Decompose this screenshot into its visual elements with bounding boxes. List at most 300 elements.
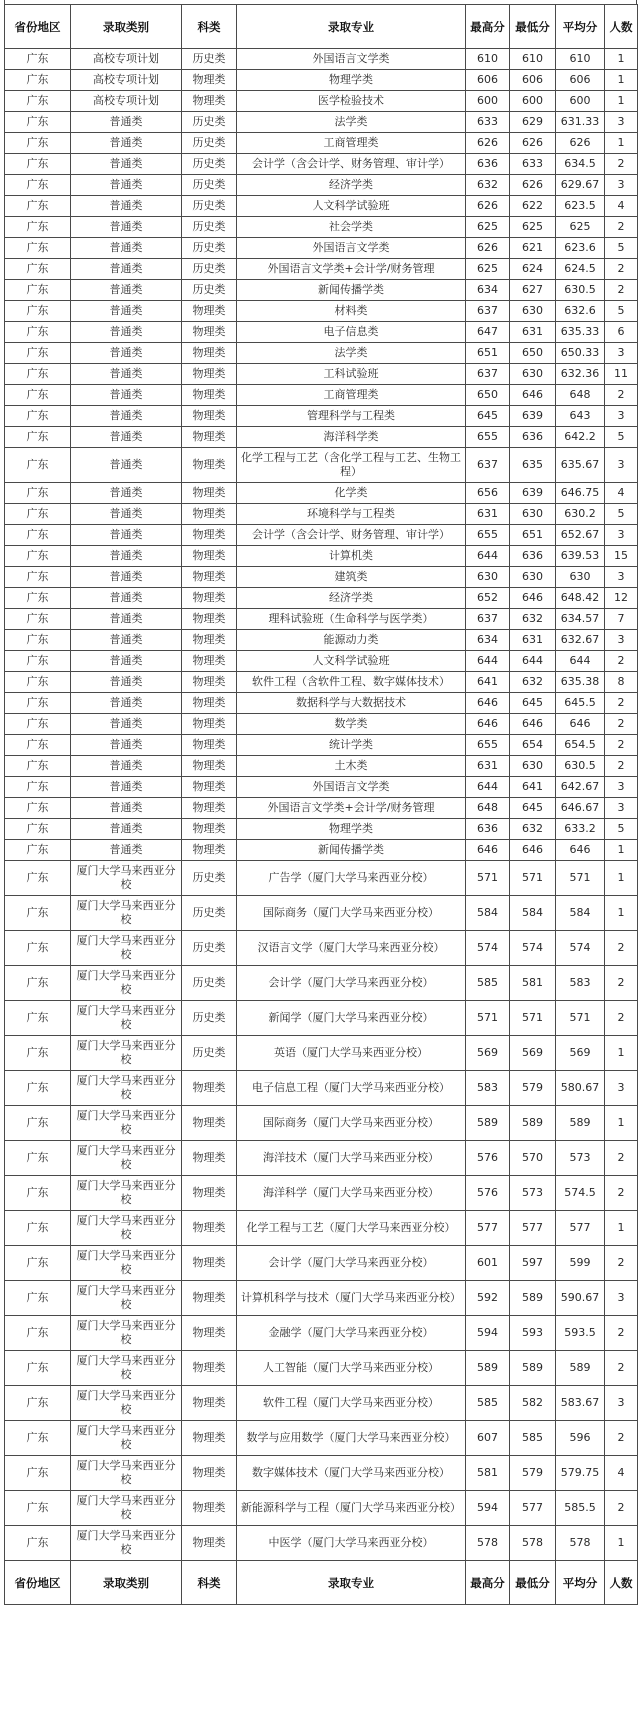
cell-major: 统计学类 [237, 735, 466, 756]
cell-avg-score: 625 [556, 217, 605, 238]
cell-count: 2 [605, 1176, 638, 1211]
cell-max-score: 592 [466, 1281, 510, 1316]
cell-province: 广东 [5, 672, 71, 693]
cell-count: 3 [605, 777, 638, 798]
cell-avg-score: 589 [556, 1351, 605, 1386]
table-row [5, 896, 638, 931]
table-row [5, 112, 638, 133]
cell-province: 广东 [5, 931, 71, 966]
cell-province: 广东 [5, 588, 71, 609]
cell-province: 广东 [5, 483, 71, 504]
cell-province: 广东 [5, 1421, 71, 1456]
cell-max-score: 626 [466, 133, 510, 154]
cell-avg-score: 590.67 [556, 1281, 605, 1316]
cell-count: 5 [605, 301, 638, 322]
cell-max-score: 594 [466, 1491, 510, 1526]
cell-category: 普通类 [71, 672, 182, 693]
cell-min-score: 577 [510, 1491, 556, 1526]
cell-subject: 物理类 [182, 714, 237, 735]
table-row [5, 630, 638, 651]
header-count: 人数 [605, 5, 638, 49]
table-row [5, 840, 638, 861]
cell-major: 法学类 [237, 343, 466, 364]
cell-max-score: 584 [466, 896, 510, 931]
cell-category: 厦门大学马来西亚分校 [71, 1526, 182, 1561]
cell-subject: 物理类 [182, 798, 237, 819]
cell-category: 普通类 [71, 756, 182, 777]
cell-province: 广东 [5, 406, 71, 427]
table-row [5, 798, 638, 819]
cell-major: 经济学类 [237, 588, 466, 609]
table-row [5, 1071, 638, 1106]
cell-avg-score: 593.5 [556, 1316, 605, 1351]
cell-category: 普通类 [71, 798, 182, 819]
cell-max-score: 601 [466, 1246, 510, 1281]
cell-province: 广东 [5, 651, 71, 672]
cell-max-score: 589 [466, 1351, 510, 1386]
cell-province: 广东 [5, 1176, 71, 1211]
cell-count: 12 [605, 588, 638, 609]
cell-major: 数学与应用数学（厦门大学马来西亚分校） [237, 1421, 466, 1456]
cell-max-score: 585 [466, 966, 510, 1001]
cell-subject: 物理类 [182, 840, 237, 861]
cell-subject: 物理类 [182, 672, 237, 693]
cell-avg-score: 578 [556, 1526, 605, 1561]
cell-major: 人文科学试验班 [237, 651, 466, 672]
cell-min-score: 631 [510, 322, 556, 343]
table-row [5, 1386, 638, 1421]
cell-avg-score: 623.6 [556, 238, 605, 259]
cell-avg-score: 600 [556, 91, 605, 112]
cell-category: 厦门大学马来西亚分校 [71, 1211, 182, 1246]
header-province: 省份地区 [5, 1561, 71, 1605]
cell-count: 3 [605, 525, 638, 546]
cell-subject: 物理类 [182, 1351, 237, 1386]
cell-min-score: 632 [510, 609, 556, 630]
cell-count: 3 [605, 112, 638, 133]
table-row [5, 1141, 638, 1176]
cell-major: 理科试验班（生命科学与医学类） [237, 609, 466, 630]
cell-min-score: 582 [510, 1386, 556, 1421]
cell-avg-score: 596 [556, 1421, 605, 1456]
table-row [5, 448, 638, 483]
cell-province: 广东 [5, 1351, 71, 1386]
table-row [5, 756, 638, 777]
cell-category: 高校专项计划 [71, 49, 182, 70]
cell-province: 广东 [5, 609, 71, 630]
cell-avg-score: 632.67 [556, 630, 605, 651]
cell-count: 1 [605, 49, 638, 70]
cell-category: 普通类 [71, 525, 182, 546]
cell-avg-score: 624.5 [556, 259, 605, 280]
table-row [5, 175, 638, 196]
cell-min-score: 630 [510, 504, 556, 525]
cell-major: 土木类 [237, 756, 466, 777]
cell-count: 2 [605, 1141, 638, 1176]
cell-province: 广东 [5, 133, 71, 154]
cell-subject: 物理类 [182, 1211, 237, 1246]
cell-subject: 物理类 [182, 1106, 237, 1141]
cell-max-score: 625 [466, 259, 510, 280]
cell-min-score: 651 [510, 525, 556, 546]
cell-avg-score: 635.38 [556, 672, 605, 693]
cell-min-score: 622 [510, 196, 556, 217]
cell-subject: 物理类 [182, 385, 237, 406]
table-row [5, 504, 638, 525]
cell-category: 普通类 [71, 630, 182, 651]
table-row [5, 385, 638, 406]
cell-subject: 物理类 [182, 1386, 237, 1421]
cell-province: 广东 [5, 1456, 71, 1491]
cell-category: 普通类 [71, 343, 182, 364]
cell-category: 厦门大学马来西亚分校 [71, 1351, 182, 1386]
cell-major: 外国语言文学类 [237, 49, 466, 70]
cell-province: 广东 [5, 840, 71, 861]
table-row [5, 1421, 638, 1456]
cell-max-score: 606 [466, 70, 510, 91]
cell-subject: 历史类 [182, 280, 237, 301]
table-row [5, 546, 638, 567]
cell-max-score: 576 [466, 1176, 510, 1211]
cell-max-score: 637 [466, 301, 510, 322]
table-row [5, 343, 638, 364]
cell-subject: 物理类 [182, 1316, 237, 1351]
cell-min-score: 570 [510, 1141, 556, 1176]
cell-subject: 物理类 [182, 1421, 237, 1456]
table-row [5, 567, 638, 588]
cell-count: 6 [605, 322, 638, 343]
table-row [5, 525, 638, 546]
cell-count: 2 [605, 756, 638, 777]
table-row [5, 714, 638, 735]
cell-avg-score: 642.2 [556, 427, 605, 448]
cell-major: 环境科学与工程类 [237, 504, 466, 525]
cell-avg-score: 630.2 [556, 504, 605, 525]
cell-count: 1 [605, 1106, 638, 1141]
header-subject: 科类 [182, 1561, 237, 1605]
cell-count: 2 [605, 735, 638, 756]
cell-max-score: 637 [466, 364, 510, 385]
cell-category: 普通类 [71, 280, 182, 301]
cell-avg-score: 634.57 [556, 609, 605, 630]
cell-max-score: 626 [466, 238, 510, 259]
table-row [5, 133, 638, 154]
cell-category: 普通类 [71, 714, 182, 735]
cell-avg-score: 583.67 [556, 1386, 605, 1421]
cell-max-score: 650 [466, 385, 510, 406]
cell-min-score: 646 [510, 714, 556, 735]
cell-avg-score: 585.5 [556, 1491, 605, 1526]
cell-category: 厦门大学马来西亚分校 [71, 1106, 182, 1141]
cell-max-score: 655 [466, 525, 510, 546]
cell-min-score: 630 [510, 756, 556, 777]
cell-subject: 物理类 [182, 1526, 237, 1561]
cell-category: 厦门大学马来西亚分校 [71, 1386, 182, 1421]
cell-subject: 历史类 [182, 133, 237, 154]
cell-major: 材料类 [237, 301, 466, 322]
cell-min-score: 589 [510, 1106, 556, 1141]
table-row [5, 406, 638, 427]
cell-avg-score: 639.53 [556, 546, 605, 567]
cell-avg-score: 646 [556, 840, 605, 861]
cell-subject: 物理类 [182, 343, 237, 364]
cell-major: 物理学类 [237, 70, 466, 91]
cell-province: 广东 [5, 343, 71, 364]
cell-province: 广东 [5, 525, 71, 546]
cell-province: 广东 [5, 217, 71, 238]
cell-max-score: 571 [466, 861, 510, 896]
cell-min-score: 635 [510, 448, 556, 483]
cell-major: 建筑类 [237, 567, 466, 588]
table-row [5, 280, 638, 301]
cell-category: 普通类 [71, 819, 182, 840]
cell-province: 广东 [5, 448, 71, 483]
cell-max-score: 636 [466, 819, 510, 840]
cell-major: 医学检验技术 [237, 91, 466, 112]
cell-subject: 物理类 [182, 504, 237, 525]
cell-category: 普通类 [71, 112, 182, 133]
cell-major: 人工智能（厦门大学马来西亚分校） [237, 1351, 466, 1386]
cell-province: 广东 [5, 630, 71, 651]
cell-min-score: 630 [510, 567, 556, 588]
cell-count: 2 [605, 651, 638, 672]
cell-category: 普通类 [71, 735, 182, 756]
cell-category: 普通类 [71, 427, 182, 448]
cell-major: 国际商务（厦门大学马来西亚分校） [237, 1106, 466, 1141]
cell-category: 普通类 [71, 567, 182, 588]
cell-avg-score: 630 [556, 567, 605, 588]
cell-category: 厦门大学马来西亚分校 [71, 1246, 182, 1281]
header-max-score: 最高分 [466, 5, 510, 49]
cell-province: 广东 [5, 280, 71, 301]
cell-max-score: 630 [466, 567, 510, 588]
cell-subject: 物理类 [182, 91, 237, 112]
cell-max-score: 634 [466, 280, 510, 301]
cell-count: 1 [605, 861, 638, 896]
cell-category: 厦门大学马来西亚分校 [71, 1491, 182, 1526]
cell-subject: 物理类 [182, 322, 237, 343]
cell-min-score: 654 [510, 735, 556, 756]
cell-major: 物理学类 [237, 819, 466, 840]
cell-category: 厦门大学马来西亚分校 [71, 1001, 182, 1036]
cell-major: 海洋技术（厦门大学马来西亚分校） [237, 1141, 466, 1176]
admission-table-container [4, 4, 638, 1605]
table-row [5, 217, 638, 238]
cell-count: 2 [605, 1421, 638, 1456]
table-row [5, 91, 638, 112]
cell-subject: 物理类 [182, 609, 237, 630]
cell-min-score: 630 [510, 364, 556, 385]
cell-category: 普通类 [71, 196, 182, 217]
admission-scores-table [4, 4, 638, 1605]
cell-max-score: 644 [466, 651, 510, 672]
cell-max-score: 636 [466, 154, 510, 175]
cell-major: 新闻学（厦门大学马来西亚分校） [237, 1001, 466, 1036]
header-category: 录取类别 [71, 1561, 182, 1605]
cell-major: 中医学（厦门大学马来西亚分校） [237, 1526, 466, 1561]
cell-major: 计算机类 [237, 546, 466, 567]
cell-max-score: 581 [466, 1456, 510, 1491]
cell-category: 高校专项计划 [71, 91, 182, 112]
cell-count: 1 [605, 133, 638, 154]
table-row [5, 1176, 638, 1211]
cell-major: 会计学（含会计学、财务管理、审计学） [237, 154, 466, 175]
cell-subject: 历史类 [182, 154, 237, 175]
cell-max-score: 610 [466, 49, 510, 70]
cell-max-score: 626 [466, 196, 510, 217]
cell-avg-score: 577 [556, 1211, 605, 1246]
cell-province: 广东 [5, 567, 71, 588]
cell-subject: 物理类 [182, 1456, 237, 1491]
cell-province: 广东 [5, 1036, 71, 1071]
cell-count: 1 [605, 1526, 638, 1561]
cell-min-score: 633 [510, 154, 556, 175]
cell-avg-score: 646.75 [556, 483, 605, 504]
cell-subject: 物理类 [182, 1246, 237, 1281]
cell-min-score: 593 [510, 1316, 556, 1351]
cell-count: 1 [605, 840, 638, 861]
cell-avg-score: 583 [556, 966, 605, 1001]
cell-major: 会计学（厦门大学马来西亚分校） [237, 966, 466, 1001]
cell-subject: 物理类 [182, 693, 237, 714]
cell-min-score: 585 [510, 1421, 556, 1456]
table-row [5, 483, 638, 504]
cell-min-score: 626 [510, 133, 556, 154]
cell-avg-score: 610 [556, 49, 605, 70]
cell-count: 3 [605, 406, 638, 427]
cell-count: 1 [605, 896, 638, 931]
cell-count: 3 [605, 1386, 638, 1421]
header-max-score: 最高分 [466, 1561, 510, 1605]
cell-avg-score: 574 [556, 931, 605, 966]
cell-province: 广东 [5, 756, 71, 777]
cell-max-score: 641 [466, 672, 510, 693]
cell-subject: 历史类 [182, 49, 237, 70]
cell-count: 4 [605, 1456, 638, 1491]
table-row [5, 1316, 638, 1351]
cell-min-score: 574 [510, 931, 556, 966]
cell-count: 1 [605, 91, 638, 112]
cell-subject: 物理类 [182, 525, 237, 546]
cell-province: 广东 [5, 1141, 71, 1176]
cell-max-score: 652 [466, 588, 510, 609]
cell-subject: 物理类 [182, 1141, 237, 1176]
cell-max-score: 644 [466, 777, 510, 798]
cell-subject: 物理类 [182, 301, 237, 322]
cell-category: 普通类 [71, 133, 182, 154]
cell-category: 普通类 [71, 259, 182, 280]
cell-max-score: 646 [466, 714, 510, 735]
table-row [5, 735, 638, 756]
cell-count: 3 [605, 567, 638, 588]
cell-province: 广东 [5, 1526, 71, 1561]
cell-subject: 历史类 [182, 112, 237, 133]
cell-min-score: 589 [510, 1351, 556, 1386]
cell-category: 普通类 [71, 175, 182, 196]
cell-max-score: 644 [466, 546, 510, 567]
cell-major: 法学类 [237, 112, 466, 133]
cell-min-score: 630 [510, 301, 556, 322]
table-row [5, 819, 638, 840]
cell-count: 3 [605, 798, 638, 819]
cell-category: 厦门大学马来西亚分校 [71, 1456, 182, 1491]
cell-major: 工商管理类 [237, 385, 466, 406]
cell-category: 普通类 [71, 840, 182, 861]
table-row [5, 259, 638, 280]
cell-category: 普通类 [71, 777, 182, 798]
cell-category: 普通类 [71, 546, 182, 567]
cell-max-score: 569 [466, 1036, 510, 1071]
cell-min-score: 650 [510, 343, 556, 364]
cell-category: 普通类 [71, 504, 182, 525]
table-row [5, 588, 638, 609]
cell-min-score: 645 [510, 693, 556, 714]
cell-count: 2 [605, 1316, 638, 1351]
cell-avg-score: 571 [556, 861, 605, 896]
cell-avg-score: 574.5 [556, 1176, 605, 1211]
table-row [5, 651, 638, 672]
cell-min-score: 579 [510, 1071, 556, 1106]
cell-count: 7 [605, 609, 638, 630]
cell-province: 广东 [5, 1316, 71, 1351]
cell-major: 国际商务（厦门大学马来西亚分校） [237, 896, 466, 931]
header-major: 录取专业 [237, 5, 466, 49]
cell-province: 广东 [5, 546, 71, 567]
header-min-score: 最低分 [510, 1561, 556, 1605]
cell-avg-score: 569 [556, 1036, 605, 1071]
cell-avg-score: 643 [556, 406, 605, 427]
cell-major: 金融学（厦门大学马来西亚分校） [237, 1316, 466, 1351]
header-subject: 科类 [182, 5, 237, 49]
cell-major: 电子信息工程（厦门大学马来西亚分校） [237, 1071, 466, 1106]
cell-major: 广告学（厦门大学马来西亚分校） [237, 861, 466, 896]
cell-min-score: 632 [510, 672, 556, 693]
cell-min-score: 597 [510, 1246, 556, 1281]
cell-count: 2 [605, 1001, 638, 1036]
cell-subject: 历史类 [182, 1036, 237, 1071]
cell-province: 广东 [5, 70, 71, 91]
cell-max-score: 634 [466, 630, 510, 651]
cell-avg-score: 645.5 [556, 693, 605, 714]
cell-major: 工科试验班 [237, 364, 466, 385]
cell-major: 外国语言文学类 [237, 238, 466, 259]
cell-category: 普通类 [71, 651, 182, 672]
cell-major: 计算机科学与技术（厦门大学马来西亚分校） [237, 1281, 466, 1316]
cell-category: 厦门大学马来西亚分校 [71, 1316, 182, 1351]
cell-min-score: 569 [510, 1036, 556, 1071]
cell-major: 数据科学与大数据技术 [237, 693, 466, 714]
cell-count: 2 [605, 385, 638, 406]
table-row [5, 70, 638, 91]
cell-min-score: 632 [510, 819, 556, 840]
cell-subject: 物理类 [182, 406, 237, 427]
table-row [5, 1246, 638, 1281]
cell-subject: 物理类 [182, 427, 237, 448]
cell-category: 普通类 [71, 217, 182, 238]
cell-avg-score: 589 [556, 1106, 605, 1141]
cell-category: 普通类 [71, 483, 182, 504]
cell-province: 广东 [5, 861, 71, 896]
table-row [5, 1106, 638, 1141]
cell-subject: 物理类 [182, 651, 237, 672]
cell-count: 3 [605, 1281, 638, 1316]
cell-count: 2 [605, 1491, 638, 1526]
cell-subject: 物理类 [182, 1071, 237, 1106]
cell-province: 广东 [5, 322, 71, 343]
cell-province: 广东 [5, 896, 71, 931]
cell-max-score: 576 [466, 1141, 510, 1176]
cell-min-score: 639 [510, 406, 556, 427]
